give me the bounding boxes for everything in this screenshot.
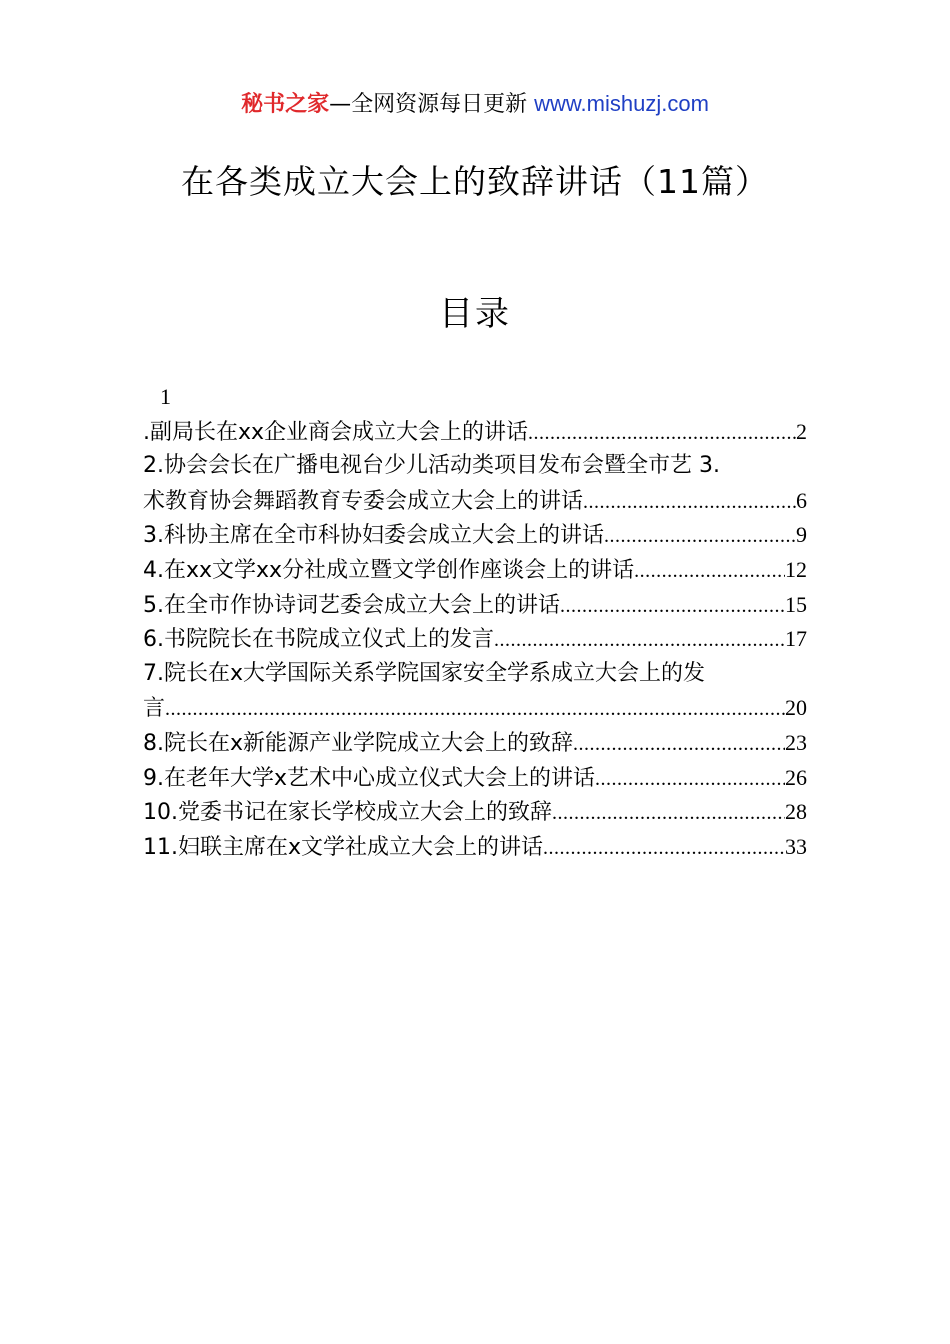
toc-entry-6[interactable] <box>143 622 807 657</box>
site-header <box>0 88 950 121</box>
toc-first-number: 1 <box>160 384 171 409</box>
toc-entry-4[interactable] <box>143 553 807 588</box>
dot-leader <box>573 727 785 762</box>
toc-entry-title: 4.在xx文学xx分社成立暨文学创作座谈会上的讲话 <box>143 557 635 583</box>
toc-entry-title: .副局长在xx企业商会成立大会上的讲话 <box>143 419 529 445</box>
toc-page-number: 6 <box>796 487 807 513</box>
toc-entry-1[interactable] <box>143 415 807 450</box>
toc-entry-title: 9.在老年大学x艺术中心成立仪式大会上的讲话 <box>143 765 596 791</box>
toc-page-number: 26 <box>785 764 807 790</box>
toc-heading: 目录 <box>439 294 511 334</box>
toc-entry-5[interactable] <box>143 588 807 623</box>
toc-entry-8[interactable] <box>143 726 807 761</box>
dot-leader <box>583 485 796 520</box>
dot-leader <box>604 519 796 554</box>
dot-leader <box>543 831 785 866</box>
dot-leader <box>634 554 785 589</box>
document-title: 在各类成立大会上的致辞讲话（11篇） <box>181 162 769 201</box>
toc-entry-title-line1: 2.协会会长在广播电视台少儿活动类项目发布会暨全市艺 3. <box>143 453 720 479</box>
toc-entry-10[interactable] <box>143 795 807 830</box>
toc-page-number: 33 <box>785 833 807 859</box>
dot-leader <box>528 416 796 451</box>
toc-entry-title-line1: 7.院长在x大学国际关系学院国家安全学系成立大会上的发 <box>143 660 706 686</box>
table-of-contents <box>143 380 807 864</box>
toc-entry-7[interactable] <box>143 657 807 726</box>
toc-entry-title: 3.科协主席在全市科协妇委会成立大会上的讲话 <box>143 523 604 549</box>
dot-leader <box>494 623 785 658</box>
toc-entry-title: 言 <box>143 696 166 722</box>
toc-entry-title: 6.书院院长在书院成立仪式上的发言 <box>143 627 494 653</box>
toc-entry-title: 5.在全市作协诗词艺委会成立大会上的讲话 <box>143 592 560 618</box>
toc-page-number: 12 <box>785 556 807 582</box>
toc-page-number: 23 <box>785 729 807 755</box>
toc-page-number: 9 <box>796 522 807 548</box>
toc-entry-2[interactable] <box>143 449 807 518</box>
site-url[interactable]: www.mishuzj.com <box>534 91 709 116</box>
dot-leader <box>165 692 785 727</box>
toc-entry-11[interactable] <box>143 830 807 865</box>
dot-leader <box>595 762 785 797</box>
toc-entry-title: 11.妇联主席在x文学社成立大会上的讲话 <box>143 834 544 860</box>
dot-leader <box>552 796 785 831</box>
toc-entry-title: 8.院长在x新能源产业学院成立大会上的致辞 <box>143 730 574 756</box>
brand-name: 秘书之家 <box>241 92 330 117</box>
toc-entry-9[interactable] <box>143 761 807 796</box>
toc-entry-title: 术教育协会舞蹈教育专委会成立大会上的讲话 <box>143 488 584 514</box>
toc-page-number: 2 <box>796 418 807 444</box>
dot-leader <box>560 589 785 624</box>
toc-page-number: 17 <box>785 626 807 652</box>
toc-page-number: 20 <box>785 695 807 721</box>
header-slogan: —全网资源每日更新 <box>329 92 528 117</box>
toc-entry-title: 10.党委书记在家长学校成立大会上的致辞 <box>143 800 552 826</box>
toc-page-number: 28 <box>785 799 807 825</box>
toc-entry-3[interactable] <box>143 518 807 553</box>
toc-page-number: 15 <box>785 591 807 617</box>
